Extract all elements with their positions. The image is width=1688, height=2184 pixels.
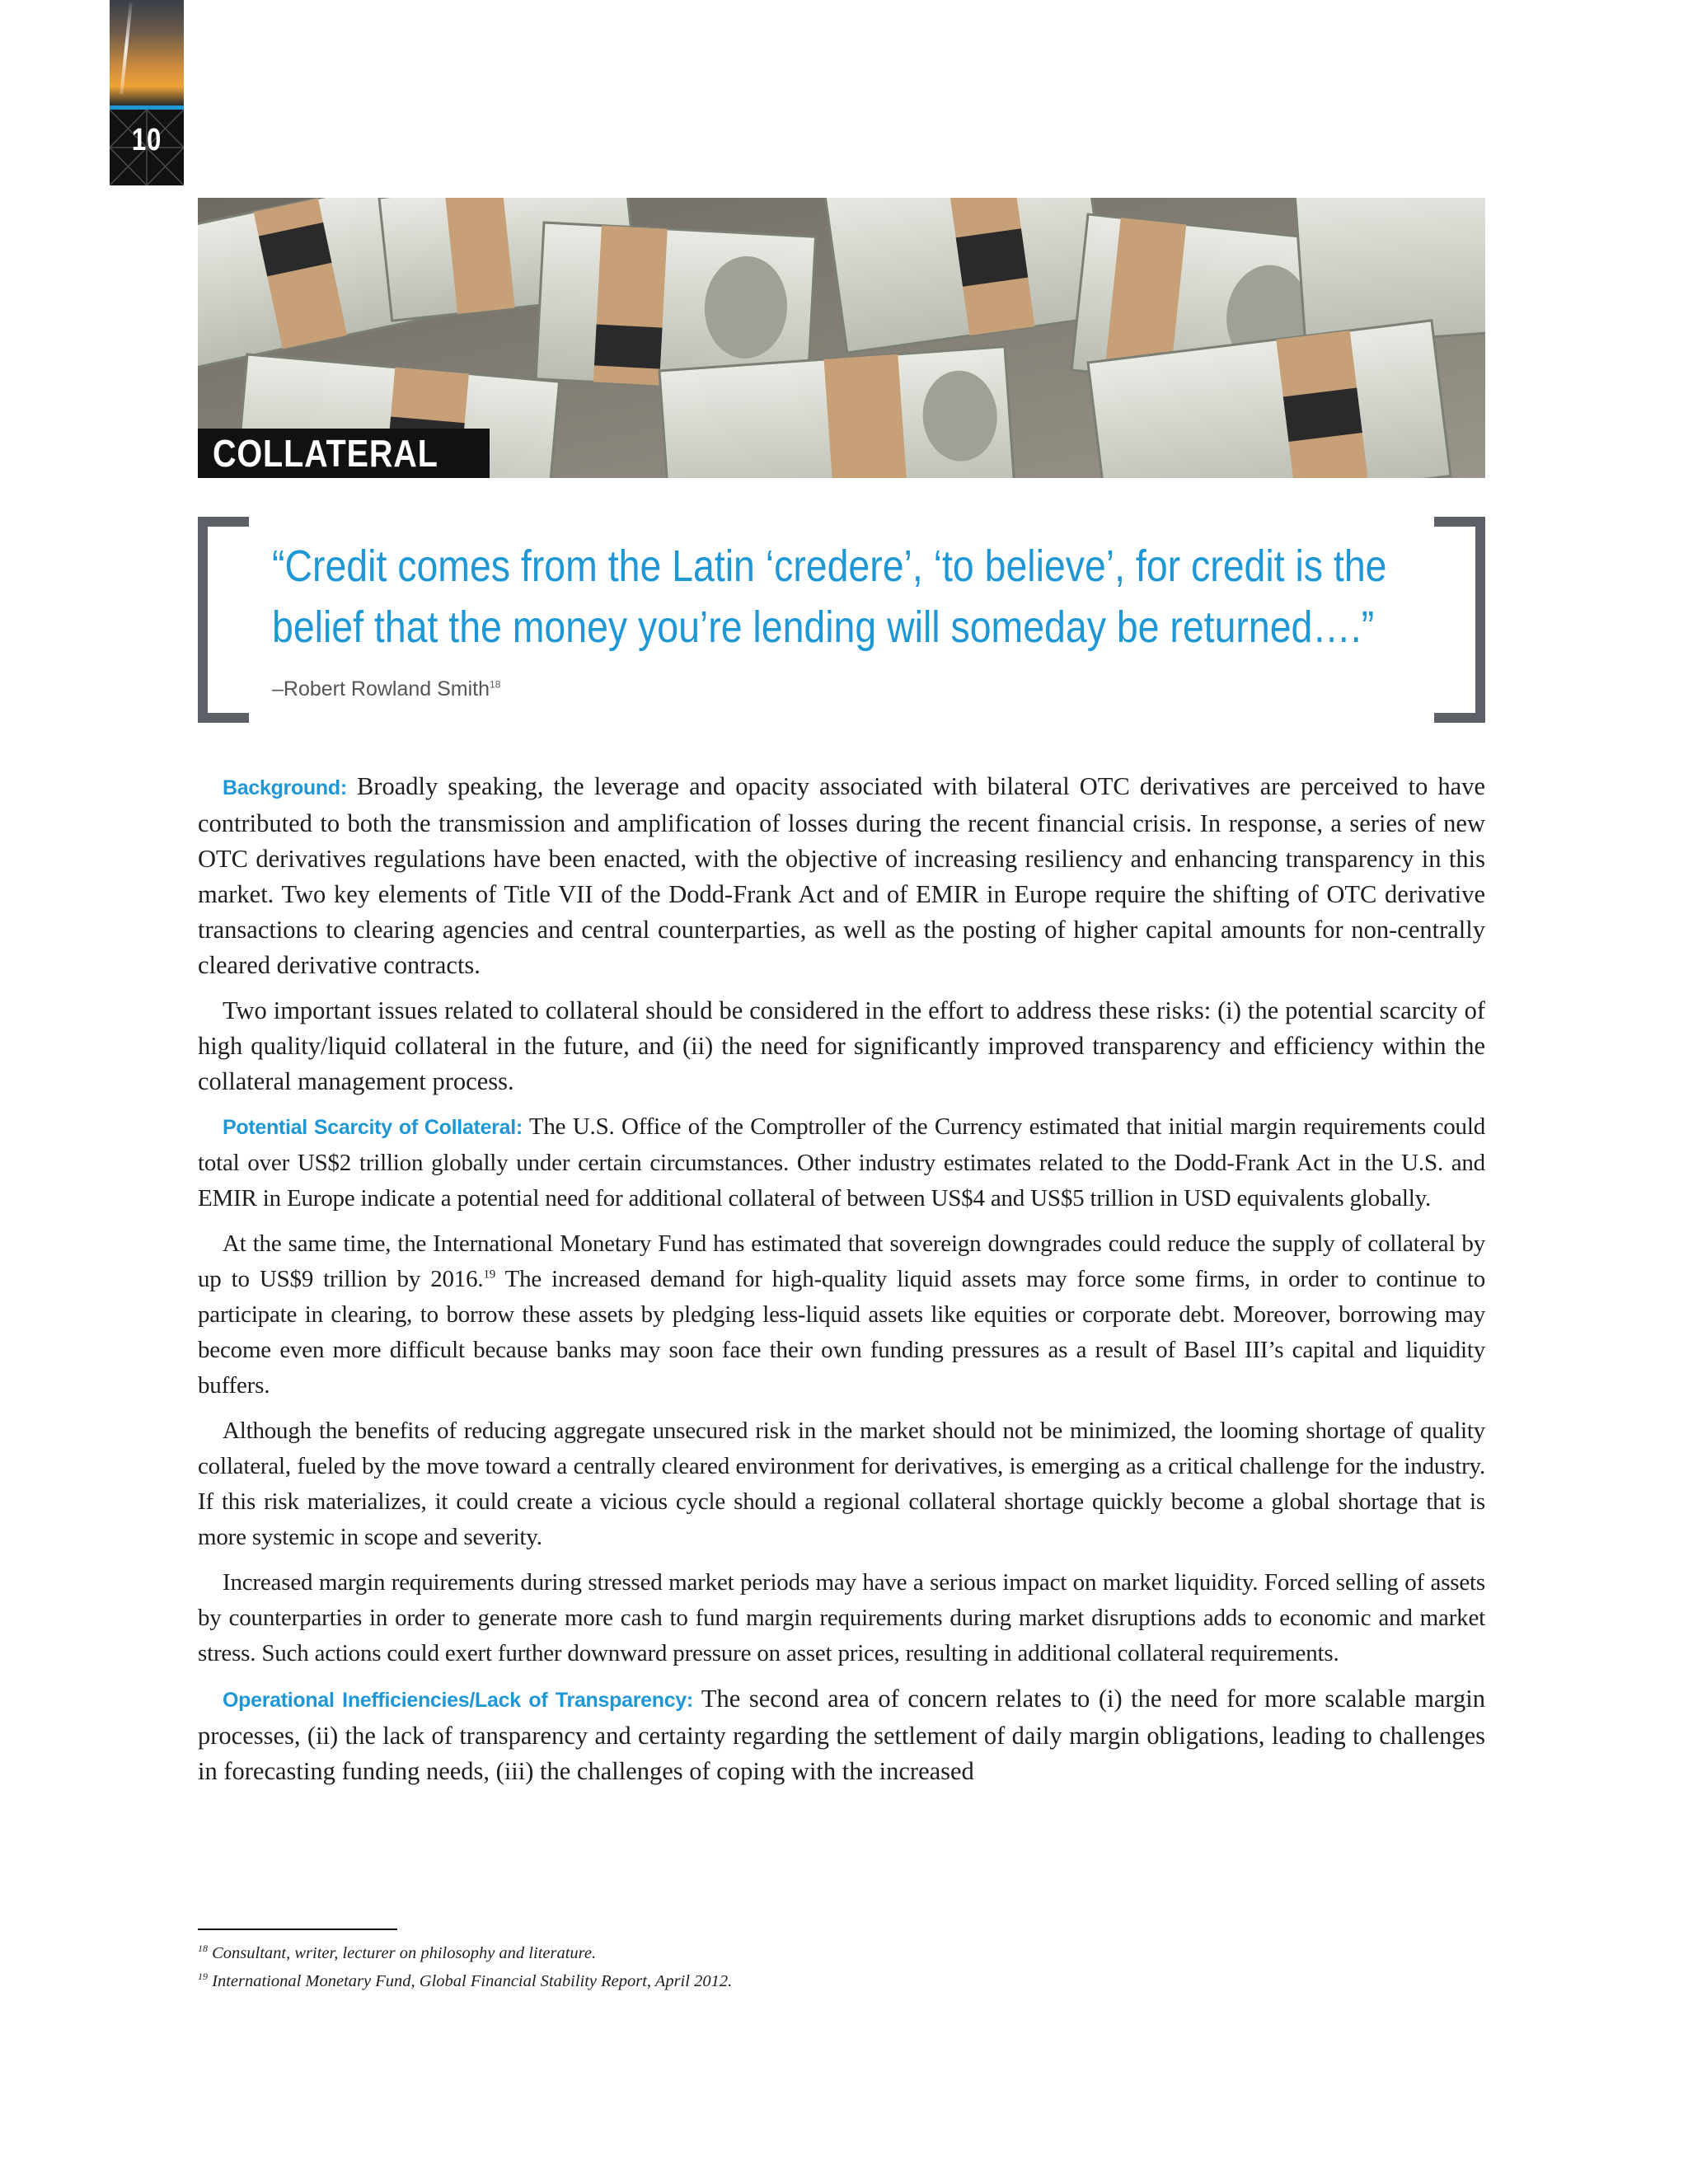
page-number-box [110,110,184,185]
money-banner-image [198,198,1485,478]
paragraph-issues: Two important issues related to collateral should be considered in the effort to address these risks: (i) the potential scarcity of high quality/liquid collateral in the future, and (ii) the need for significantly improved transparency and efficiency within the collateral management process. [198,996,1485,1095]
paragraph-operational: Operational Inefficiencies/Lack of Transparency: The second area of concern relates to (i) the need for more scalable margin processes, (ii) the lack of transparency and certainty regarding the settlement of daily margin obligations, leading to challenges in forecasting funding needs, (iii) the challenges of coping with the increased [198,1685,1485,1785]
footnote-18: $^{18}$ Consultant, writer, lecturer on philosophy and literature. [198,1943,597,1962]
page-number: 10 [131,123,162,157]
paragraph-background: Background: Broadly speaking, the leverage and opacity associated with bilateral OTC derivatives are perceived to have contributed to both the transmission and amplification of losses during the recent financial crisis. In response, a series of new OTC derivatives regulations have been enacted, with the objective of increasing resiliency and enhancing transparency in this market. Two key elements of Title VII of the Dodd-Frank Act and of EMIR in Europe require the shifting of OTC derivative transactions to clearing agencies and central counterparties, as well as the posting of higher capital amounts for non-centrally cleared derivative contracts. [198,772,1485,979]
paragraph-imf: At the same time, the International Monetary Fund has estimated that sovereign downgrades could reduce the supply of collateral by up to US$9 trillion by 2016.19 The increased demand for high-quality liquid assets may force some firms, in order to continue to participate in clearing, to borrow these assets by pledging less-liquid assets like equities or corporate debt. Moreover, borrowing may become even more difficult because banks may soon face their own funding pressures as a result of Basel III’s capital and liquidity buffers. [198,1230,1485,1399]
paragraph-scarcity: Potential Scarcity of Collateral: The U.S. Office of the Comptroller of the Currency estimated that initial margin requirements could total over US$2 trillion globally under certain circumstances. Other industry estimates related to the Dodd-Frank Act in the U.S. and EMIR in Europe indicate a potential need for additional collateral of between US$4 and US$5 trillion in USD equivalents globally. [198,1113,1486,1212]
article-body [198,769,1485,1799]
footnotes [198,1937,1485,1993]
quote-bracket-right [1434,517,1485,723]
pull-quote: “Credit comes from the Latin ‘credere’, ‘to believe’, for credit is the belief that the money you’re lending will someday be returned….” [272,541,1387,652]
footnote-rule [198,1929,397,1930]
paragraph-shortage: Although the benefits of reducing aggregate unsecured risk in the market should not be minimized, the looming shortage of quality collateral, fueled by the move toward a centrally cleared environment for derivatives, is emerging as a critical challenge for the industry. If this risk materializes, it could create a vicious cycle should a regional collateral shortage quickly become a global shortage that is more systemic in scope and severity. [198,1418,1485,1550]
paragraph-margin: Increased margin requirements during stressed market periods may have a serious impact on market liquidity. Forced selling of assets by counterparties in order to generate more cash to fund margin requirements during market disruptions adds to economic and market stress. Such actions could exert further downward pressure on asset prices, resulting in additional collateral requirements. [198,1569,1485,1666]
page-tab-photo [110,0,184,105]
quote-attribution: –Robert Rowland Smith$^{18}$ [272,677,501,701]
quote-bracket-left [198,517,249,723]
footnote-19: $^{19}$ International Monetary Fund, Global Financial Stability Report, April 2012. [198,1970,733,1990]
section-label: COLLATERAL [198,429,490,478]
lightning-bolt [120,3,133,94]
